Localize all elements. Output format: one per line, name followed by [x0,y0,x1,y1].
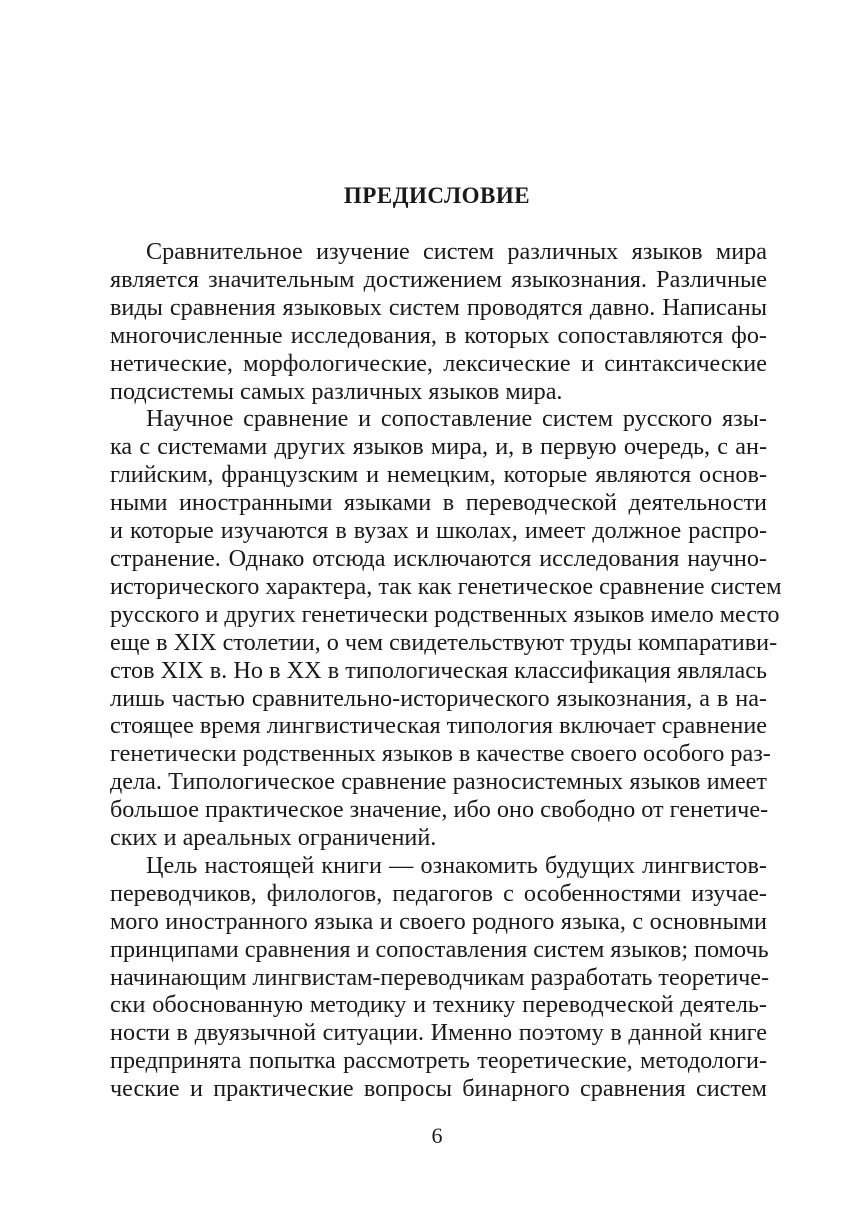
paragraph [110,851,770,1103]
paragraph [110,238,767,405]
page-number: 6 [431,1123,443,1148]
text-line: ских и ареальных ограничений. [110,824,437,852]
text-line: и которые изучаются в вузах и школах, имеет должное распро- [110,517,767,545]
text-line: дела. Типологическое сравнение разносистемных языков имеет [110,768,767,796]
text-line: Научное сравнение и сопоставление систем русского язы- [146,405,767,433]
text-line: переводчиков, филологов, педагогов с особенностями изучае- [110,879,767,907]
text-line: еще в XIX столетии, о чем свидетельствуют труды компаративи- [110,628,778,656]
text-line: ческие и практические вопросы бинарного сравнения систем [110,1075,767,1103]
text-line: генетически родственных языков в качестве своего особого раз- [110,740,771,768]
text-line: виды сравнения языковых систем проводятся давно. Написаны [110,293,767,321]
text-line: ка с системами других языков мира, и, в первую очередь, с ан- [110,433,767,461]
text-line: стов XIX в. Но в XX в типологическая классификация являлась [110,656,767,684]
paragraph [110,405,782,852]
text-line: Цель настоящей книги — ознакомить будущих лингвистов- [146,851,767,879]
text-line: глийским, французским и немецким, которые являются основ- [110,461,767,489]
text-line: предпринята попытка рассмотреть теоретические, методологи- [110,1047,767,1075]
text-line: русского и других генетически родственных языков имело место [110,600,780,628]
text-line: Сравнительное изучение систем различных языков мира [146,238,767,265]
text-line: подсистемы самых различных языков мира. [110,377,563,405]
text-line: странение. Однако отсюда исключаются исследования научно- [110,544,767,572]
text-line: ности в двуязычной ситуации. Именно поэтому в данной книге [110,1019,767,1047]
text-line: принципами сравнения и сопоставления систем языков; помочь [110,935,769,963]
text-line: мого иностранного языка и своего родного языка, с основными [110,907,767,935]
text-line: является значительным достижением языкознания. Различные [110,265,767,293]
text-line: многочисленные исследования, в которых сопоставляются фо- [110,321,767,349]
body-text [110,238,782,1103]
text-line: большое практическое значение, ибо оно свободно от генетиче- [110,796,769,824]
text-line: ными иностранными языками в переводческой деятельности [110,489,767,517]
text-line: нетические, морфологические, лексические и синтаксические [110,349,767,377]
text-line: начинающим лингвистам-переводчикам разработать теоретиче- [110,963,770,991]
text-line: стоящее время лингвистическая типология включает сравнение [110,712,768,740]
text-line: исторического характера, так как генетическое сравнение систем [110,572,782,600]
text-line: ски обоснованную методику и технику переводческой деятель- [110,991,767,1019]
text-line: лишь частью сравнительно-исторического языкознания, а в на- [110,684,767,712]
page-title: ПРЕДИСЛОВИЕ [343,183,531,208]
